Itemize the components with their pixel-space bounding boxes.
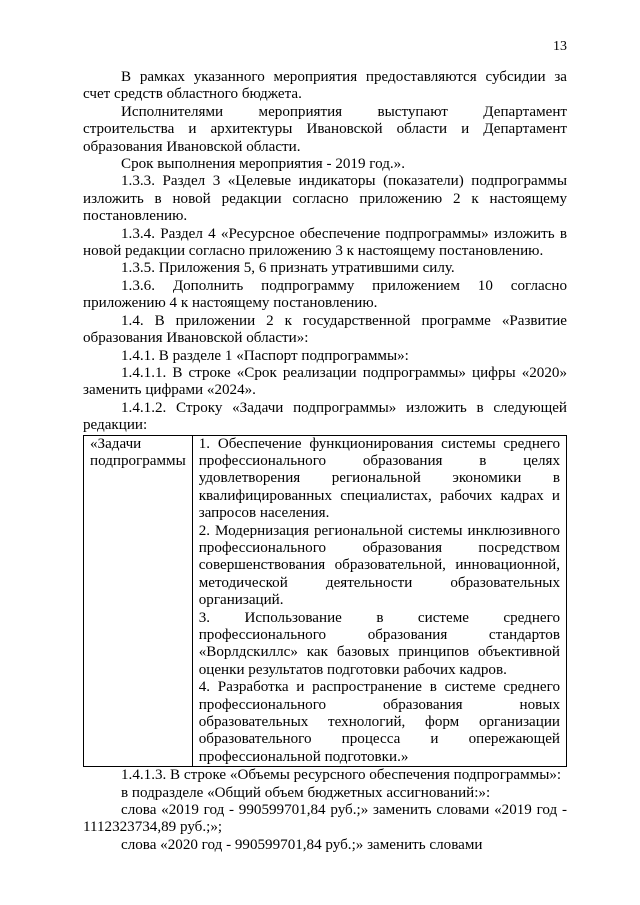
paragraph: в подразделе «Общий объем бюджетных ассигнований:»: [121, 784, 491, 801]
paragraph: 1.3.3. Раздел 3 «Целевые индикаторы (показатели) подпрограммы изложить в новой редакции согласно приложению 2 к настоящему постановлению. [83, 173, 567, 225]
table-item: 1. Обеспечение функционирования системы среднего профессионального образования в целях удовлетворения региональной экономики в квалифицированных специалистах, рабочих кадрах и запросов населения. [198, 435, 560, 522]
table-item: 4. Разработка и распространение в системе среднего профессионального образования новых образовательных технологий, форм организации образовательного процесса и опережающей профессиональной подготовки.» [198, 679, 560, 765]
page-number: 13 [553, 39, 567, 54]
paragraph: слова «2020 год - 990599701,84 руб.;» заменить словами [121, 836, 483, 853]
paragraph: В рамках указанного мероприятия предоставляются субсидии за счет средств областного бюджета. [83, 69, 567, 103]
table-item: 3. Использование в системе среднего профессионального образования стандартов «Ворлдскиллс» как базовых принципов объективной оценки результатов подготовки рабочих кадров. [198, 609, 560, 678]
paragraph: Исполнителями мероприятия выступают Департамент строительства и архитектуры Ивановской области и Департамент образования Ивановской области. [83, 103, 567, 155]
paragraph: 1.4. В приложении 2 к государственной программе «Развитие образования Ивановской области»: [83, 312, 567, 347]
paragraph: 1.3.5. Приложения 5, 6 признать утратившими силу. [121, 260, 455, 277]
table-row [84, 435, 567, 767]
paragraph: Срок выполнения мероприятия - 2019 год.». [121, 156, 405, 173]
paragraph: 1.4.1.3. В строке «Объемы ресурсного обеспечения подпрограммы»: [121, 767, 562, 784]
document-body [83, 69, 567, 854]
tasks-table [83, 435, 567, 768]
paragraph: 1.4.1. В разделе 1 «Паспорт подпрограммы»: [121, 347, 409, 364]
table-item: 2. Модернизация региональной системы инклюзивного профессионального образования посредством совершенствования образовательной, инновационной, методической деятельности образовательных организаций. [198, 522, 560, 609]
paragraph: 1.4.1.1. В строке «Срок реализации подпрограммы» цифры «2020» заменить цифрами «2024». [83, 364, 567, 399]
table-content-cell [192, 435, 566, 767]
paragraph: 1.3.6. Дополнить подпрограмму приложением 10 согласно приложению 4 к настоящему постановлению. [83, 277, 567, 312]
paragraph: 1.4.1.2. Строку «Задачи подпрограммы» изложить в следующей редакции: [83, 399, 567, 434]
paragraph: слова «2019 год - 990599701,84 руб.;» заменить словами «2019 год - 1112323734,89 руб.;»; [83, 802, 567, 836]
paragraph: 1.3.4. Раздел 4 «Ресурсное обеспечение подпрограммы» изложить в новой редакции согласно приложению 3 к настоящему постановлению. [83, 225, 567, 260]
table-label-cell: «Задачи подпрограммы [84, 435, 193, 767]
